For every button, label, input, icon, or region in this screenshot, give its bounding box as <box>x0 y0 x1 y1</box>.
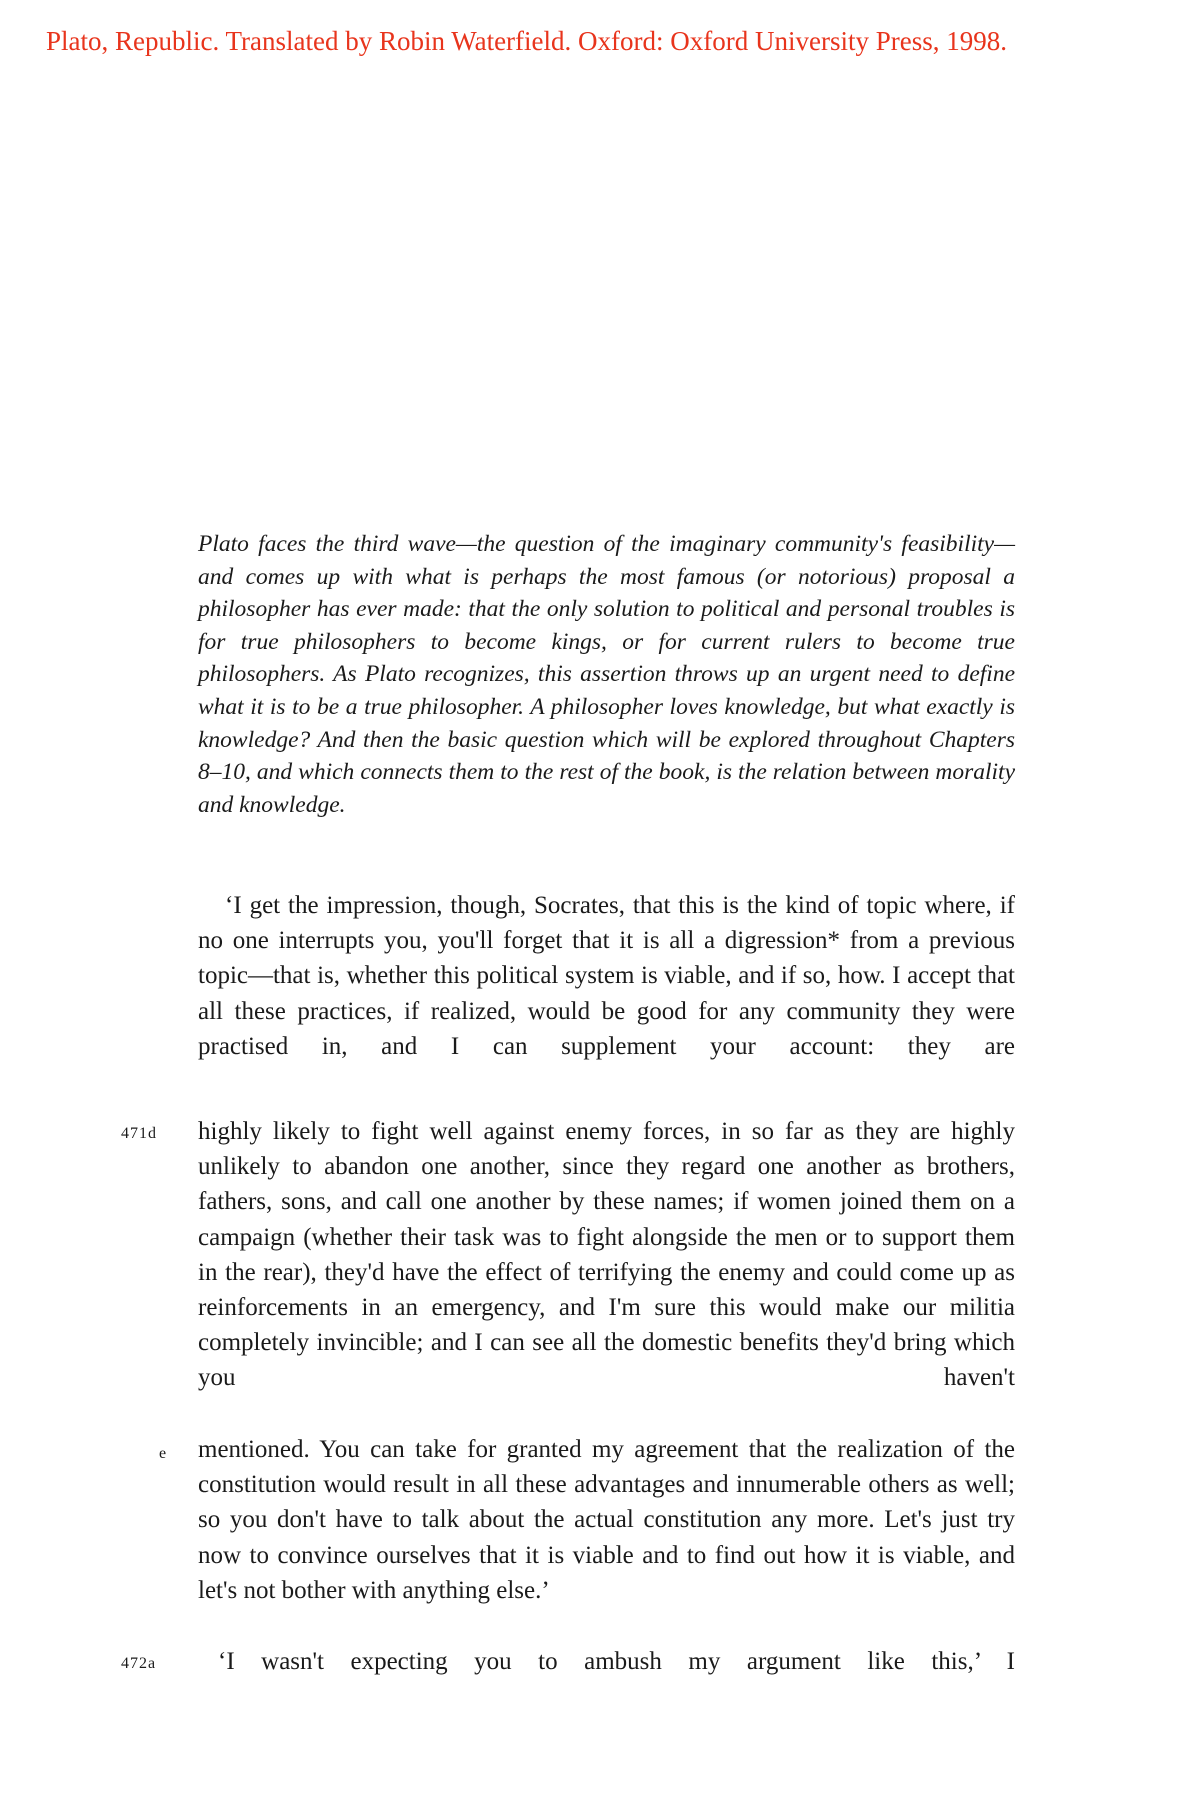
body-paragraph-4: ‘I wasn't expecting you to ambush my argument like this,’ I <box>218 1648 1015 1675</box>
body-paragraph-3: mentioned. You can take for granted my agreement that the realization of the constitution would result in all these advantages and innumerable others as well; so you don't have to talk about the actual constitution any more. Let's just try now to convince ourselves that it is viable and to find out how it is viable, and let's not bother with anything else.’ <box>198 1436 1015 1604</box>
marginal-ref-472a: 472a <box>121 1655 157 1672</box>
citation-header: Plato, Republic. Translated by Robin Waterfield. Oxford: Oxford University Press, 1998. <box>46 26 1007 56</box>
body-paragraph-1: ‘I get the impression, though, Socrates, that this is the kind of topic where, if no one interrupts you, you'll forget that it is all a digression* from a previous topic—that is, whether this political system is viable, and if so, how. I accept that all these practices, if realized, would be good for any community they were practised in, and I can supplement your account: they are <box>198 892 1015 1060</box>
chapter-summary: Plato faces the third wave—the question of the imaginary community's feasibility—and comes up with what is perhaps the most famous (or notorious) proposal a philosopher has ever made: that the only solution to political and personal troubles is for true philosophers to become kings, or for current rulers to become true philosophers. As Plato recognizes, this assertion throws up an urgent need to define what it is to be a true philosopher. A philosopher loves knowledge, but what exactly is knowledge? And then the basic question which will be explored throughout Chapters 8–10, and which connects them to the rest of the book, is the relation between morality and knowledge. <box>198 531 1015 818</box>
marginal-ref-e: e <box>159 1445 168 1462</box>
body-paragraph-2: highly likely to fight well against enemy forces, in so far as they are highly unlikely to abandon one another, since they regard one another as brothers, fathers, sons, and call one another by these names; if women joined them on a campaign (whether their task was to fight alongside the men or to support them in the rear), they'd have the effect of terrifying the enemy and could come up as reinforcements in an emergency, and I'm sure this would make our militia completely invincible; and I can see all the domestic benefits they'd bring which you haven't <box>198 1118 1015 1392</box>
marginal-ref-471d: 471d <box>121 1125 157 1142</box>
